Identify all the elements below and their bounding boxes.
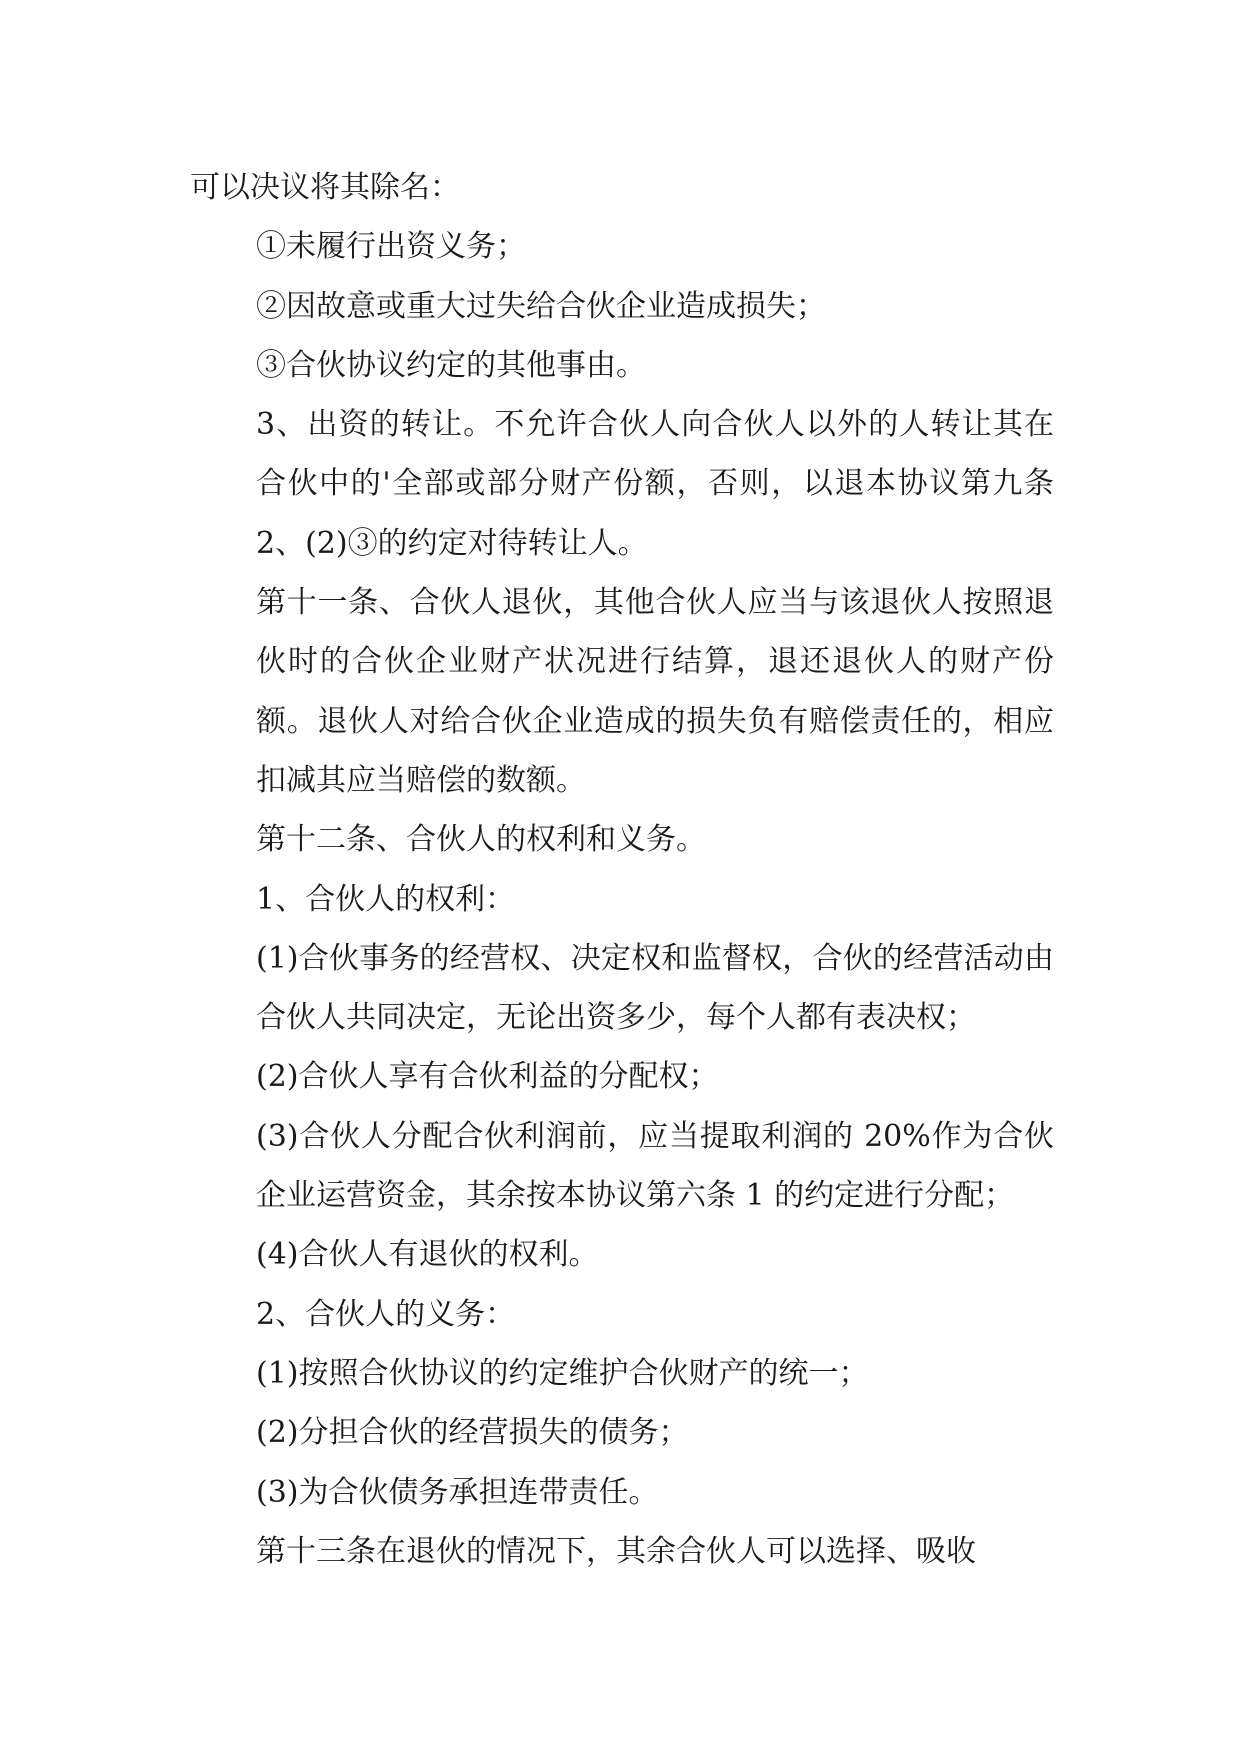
duty-item-1: (1)按照合伙协议的约定维护合伙财产的统一； (256, 1355, 869, 1391)
article-11: 第十一条、合伙人退伙，其他合伙人应当与该退伙人按照退伙时的合伙企业财产状况进行结算，退还退伙人的财产份额。退伙人对给合伙企业造成的损失负有赔偿责任的，相应扣减其应当赔偿的数额。 (256, 585, 1054, 798)
article-13: 第十三条在退伙的情况下，其余合伙人可以选择、吸收 (256, 1533, 976, 1569)
right-item-4: (4)合伙人有退伙的权利。 (256, 1237, 599, 1273)
paragraph-transfer: 3、出资的转让。不允许合伙人向合伙人以外的人转让其在合伙中的'全部或部分财产份额，否则，以退本协议第九条 2、(2)③的约定对待转让人。 (256, 407, 1054, 561)
list-item-2: ②因故意或重大过失给合伙企业造成损失； (256, 288, 826, 324)
duty-item-3: (3)为合伙债务承担连带责任。 (256, 1474, 659, 1510)
document-body (190, 158, 1054, 1581)
right-item-3: (3)合伙人分配合伙利润前，应当提取利润的 20%作为合伙企业运营资金，其余按本协议第六条 1 的约定进行分配； (256, 1118, 1054, 1214)
right-item-2: (2)合伙人享有合伙利益的分配权； (256, 1059, 719, 1095)
list-item-3: ③合伙协议约定的其他事由。 (256, 347, 646, 383)
article-12-heading: 第十二条、合伙人的权利和义务。 (256, 822, 706, 858)
list-item-1: ①未履行出资义务； (256, 229, 526, 265)
duties-heading: 2、合伙人的义务： (256, 1296, 516, 1332)
right-item-1: (1)合伙事务的经营权、决定权和监督权，合伙的经营活动由合伙人共同决定，无论出资多少，每个人都有表决权； (256, 940, 1054, 1036)
paragraph-removal-continuation: 可以决议将其除名： (190, 170, 460, 205)
duty-item-2: (2)分担合伙的经营损失的债务； (256, 1415, 689, 1451)
rights-heading: 1、合伙人的权利： (256, 881, 516, 917)
